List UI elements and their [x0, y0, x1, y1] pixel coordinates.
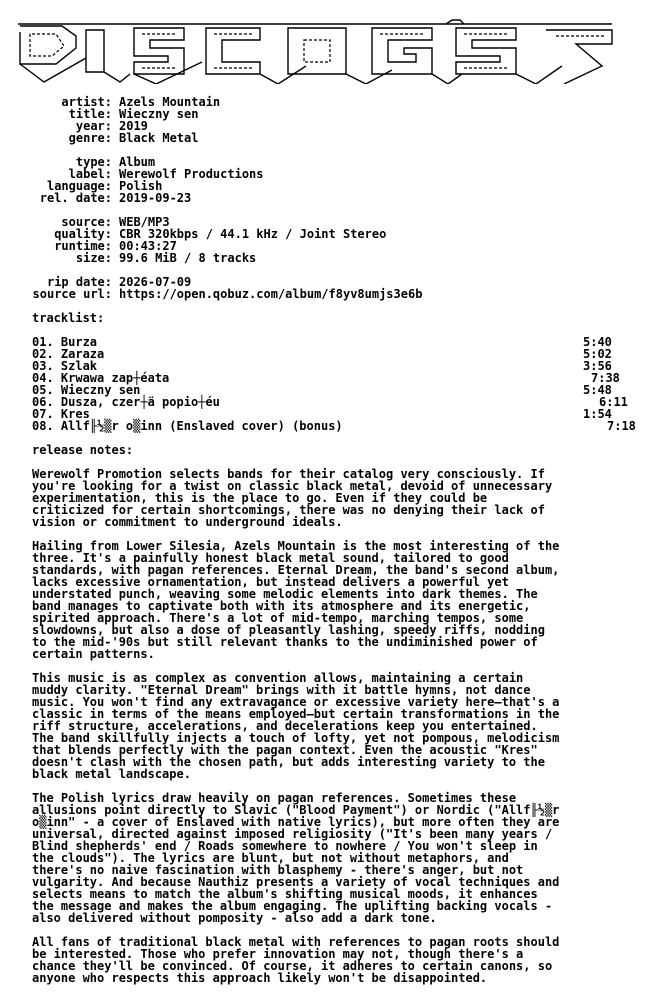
track-duration: 3:56 [583, 359, 612, 373]
meta-key-source-url: source url: [32, 287, 112, 301]
meta-key-genre: genre: [68, 131, 112, 145]
track-duration: 1:54 [583, 407, 612, 421]
meta-value-source: WEB/MP3 [119, 215, 170, 229]
meta-key-quality: quality: [54, 227, 112, 241]
track-title: 01. Burza [32, 335, 98, 349]
track-duration: 5:48 [583, 383, 612, 397]
release-notes-heading: release notes: [32, 443, 134, 457]
banner-logo [16, 18, 616, 84]
track-title: 08. Allf╟½▒r o▒inn (Enslaved cover) (bonus) [32, 419, 343, 433]
track-duration: 7:38 [591, 371, 620, 385]
meta-value-quality: CBR 320kbps / 44.1 kHz / Joint Stereo [119, 227, 387, 241]
meta-key-type: type: [75, 155, 112, 169]
meta-value-source-url: https://open.qobuz.com/album/f8yv8umjs3e6b [119, 287, 423, 301]
meta-value-title: Wieczny sen [119, 107, 199, 121]
notes-paragraph: Hailing from Lower Silesia, Azels Mountain is the most interesting of the three. It's a painfully honest black metal sound, tailored to good standards, with pagan references. Eternal Dream, the band's second album, lacks excessive ornamentation, but instead delivers a powerful yet understated punch, weaving some melodic elements into dark themes. The band manages to captivate both with its atmosphere and its energetic, spirited approach. There's a lot of mid-tempo, marching tempos, some slowdowns, but also a dose of pleasantly lashing, speedy riffs, nodding to the mid-'90s but still relevant thanks to the undiminished power of certain patterns. [32, 539, 560, 661]
track-duration: 7:18 [607, 419, 636, 433]
track-title: 07. Kres [32, 407, 90, 421]
meta-value-rel-date: 2019-09-23 [119, 191, 192, 205]
track-duration: 5:02 [583, 347, 612, 361]
track-title: 06. Dusza, czer┼ä popio┼éu [32, 395, 220, 409]
meta-key-year: year: [75, 119, 112, 133]
meta-value-runtime: 00:43:27 [119, 239, 177, 253]
tracklist-heading: tracklist: [32, 311, 105, 325]
meta-value-rip-date: 2026-07-09 [119, 275, 192, 289]
meta-value-year: 2019 [119, 119, 148, 133]
meta-value-language: Polish [119, 179, 163, 193]
meta-key-size: size: [75, 251, 112, 265]
meta-key-rel-date: rel. date: [39, 191, 112, 205]
notes-paragraph: The Polish lyrics draw heavily on pagan references. Sometimes these allusions point directly to Slavic ("Blood Payment") or Nordic ("Allf╟½▒r o▒inn" - a cover of Enslaved with native lyrics), but more often they are universal, directed against imposed religiosity ("It's been many years / Blind shepherds' end / Roads somewhere to nowhere / You won't sleep in the clouds"). The lyrics are blunt, but not without metaphors, and there's no naive fascination with blasphemy - there's anger, but not vulgarity. And because Nauthiz presents a variety of vocal techniques and selects means to match the album's shifting musical moods, it enhances the message and makes the album engaging. The uplifting backing vocals - also delivered without pomposity - also add a dark tone. [32, 791, 560, 925]
meta-value-label: Werewolf Productions [119, 167, 264, 181]
meta-key-runtime: runtime: [54, 239, 112, 253]
meta-value-type: Album [119, 155, 156, 169]
track-title: 03. Szlak [32, 359, 98, 373]
meta-key-title: title: [68, 107, 112, 121]
notes-paragraph: All fans of traditional black metal with references to pagan roots should be interested. Those who prefer innovation may not, though there's a chance they'll be convinced. Of course, it adheres to certain canons, so anyone who respects this approach likely won't be disappointed. [32, 935, 560, 985]
meta-value-size: 99.6 MiB / 8 tracks [119, 251, 257, 265]
track-title: 04. Krwawa zap┼éata [32, 371, 170, 385]
track-title: 02. Zaraza [32, 347, 105, 361]
track-title: 05. Wieczny sen [32, 383, 141, 397]
notes-paragraph: Werewolf Promotion selects bands for their catalog very consciously. If you're looking for a twist on classic black metal, devoid of unnecessary experimentation, this is the place to go. Even if they could be criticized for certain shortcomings, there was no denying their lack of vision or commitment to underground ideals. [32, 467, 553, 529]
meta-value-artist: Azels Mountain [119, 95, 221, 109]
meta-key-artist: artist: [61, 95, 112, 109]
meta-key-rip-date: rip date: [46, 275, 112, 289]
notes-paragraph: This music is as complex as convention allows, maintaining a certain muddy clarity. "Eternal Dream" brings with it battle hymns, not dance music. You won't find any extravagance or excessive variety here—that's a classic in terms of the means employed—but certain transformations in the riff structure, accelerations, and decelerations keep you entertained. The band skillfully injects a touch of lofty, yet not pompous, melodicism that blends perfectly with the pagan context. Even the acoustic "Kres" doesn't clash with the chosen path, but adds interesting variety to the black metal landscape. [32, 671, 560, 781]
meta-key-source: source: [61, 215, 112, 229]
track-duration: 6:11 [599, 395, 628, 409]
track-duration: 5:40 [583, 335, 612, 349]
meta-key-language: language: [46, 179, 112, 193]
meta-key-label: label: [68, 167, 112, 181]
discogs-ascii-banner [16, 18, 616, 84]
meta-value-genre: Black Metal [119, 131, 199, 145]
